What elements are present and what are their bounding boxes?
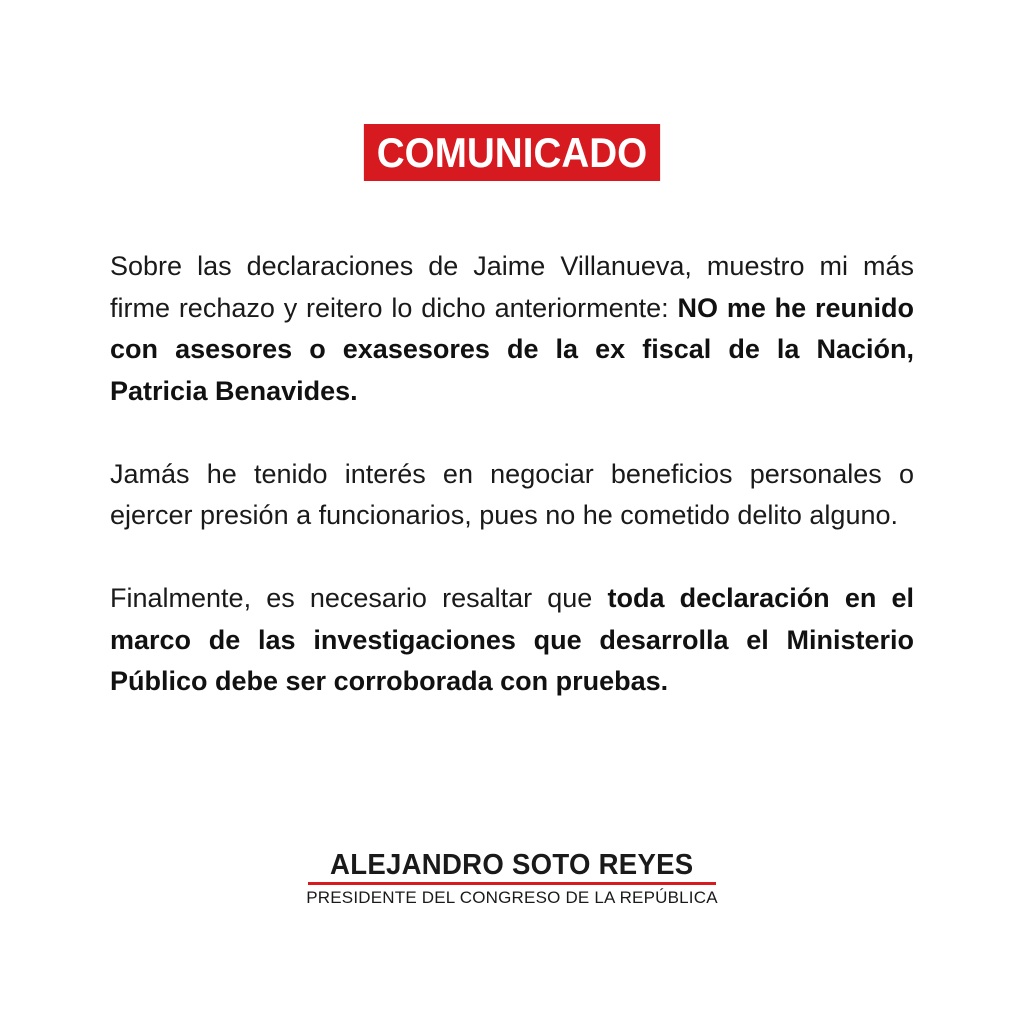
signature-inner	[306, 848, 718, 911]
paragraph-1-text: Sobre las declaraciones de Jaime Villanueva, muestro mi más firme rechazo y reitero lo dicho anteriormente:	[110, 251, 914, 323]
paragraph-1-bold: NO me he reunido con asesores o exasesores de la ex fiscal de la Nación, Patricia Benavides.	[110, 292, 914, 406]
signatory-role: PRESIDENTE DEL CONGRESO DE LA REPÚBLICA	[306, 888, 718, 907]
signature-block	[0, 848, 1024, 911]
paragraph-2-text: Jamás he tenido interés en negociar beneficios personales o ejercer presión a funcionarios, pues no he cometido delito alguno.	[110, 458, 914, 530]
paragraph-3	[110, 578, 914, 703]
paragraph-3-bold: toda declaración en el marco de las investigaciones que desarrolla el Ministerio Público debe ser corroborada con pruebas.	[110, 583, 914, 696]
title-container	[0, 124, 1024, 181]
paragraph-1	[110, 246, 914, 412]
paragraph-2	[110, 454, 914, 537]
page-title: COMUNICADO	[364, 124, 660, 181]
signatory-name: ALEJANDRO SOTO REYES	[330, 849, 694, 881]
paragraph-3-text: Finalmente, es necesario resaltar que	[110, 583, 608, 613]
statement-body	[110, 246, 914, 744]
